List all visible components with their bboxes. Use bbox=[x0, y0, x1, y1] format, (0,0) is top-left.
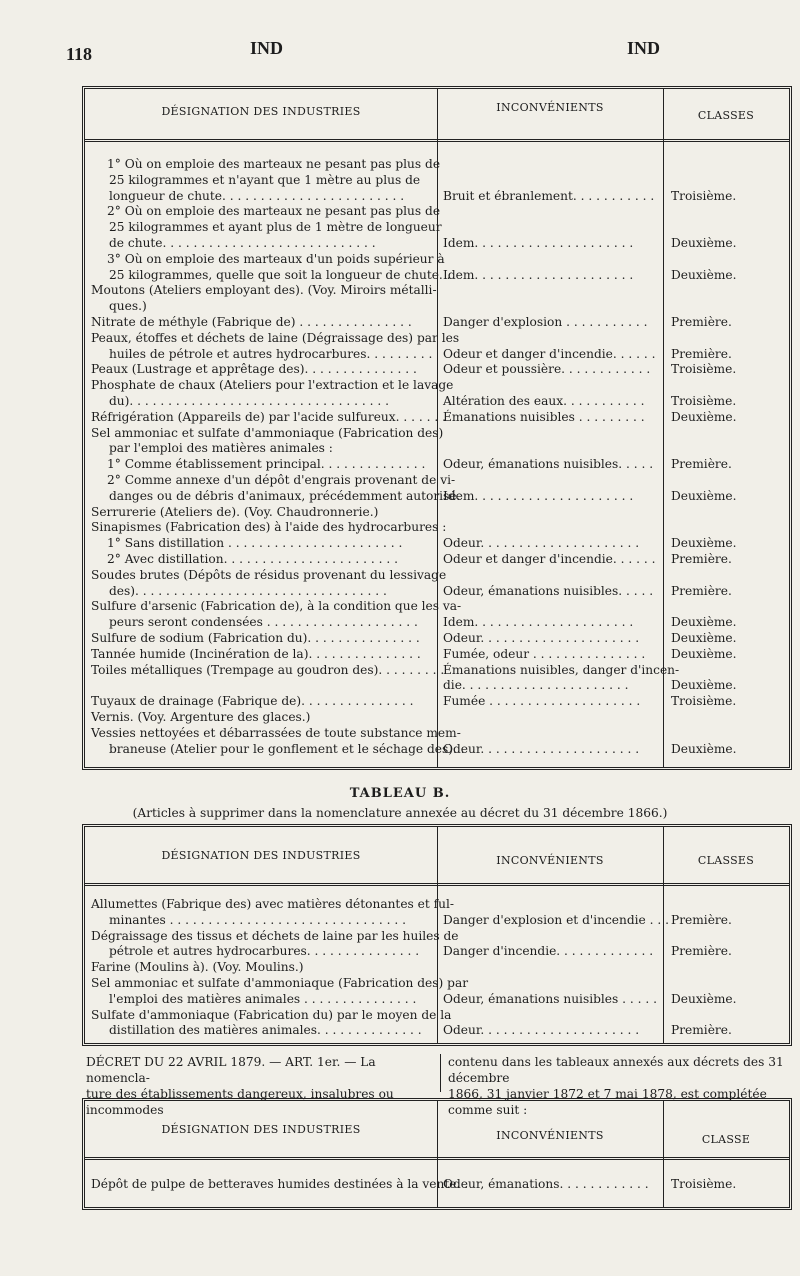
class-cell: Première. bbox=[671, 457, 732, 472]
decree-left-line1: DÉCRET DU 22 AVRIL 1879. — ART. 1er. — La nomencla- bbox=[86, 1055, 376, 1085]
inconvenient-cell: Odeur. . . . . . . . . . . . . . . . . . . . . bbox=[443, 1023, 640, 1038]
class-cell: Deuxième. bbox=[671, 741, 737, 756]
inconvenient-cell: Odeur, émanations. . . . . . . . . . . . bbox=[443, 1177, 649, 1191]
designation-cell: l'emploi des matières animales . . . . . . . . . . . . . . . bbox=[109, 991, 417, 1006]
designation-cell: Toiles métalliques (Trempage au goudron des). . . . . . . . . bbox=[91, 662, 445, 677]
inconvenient-cell: Idem. . . . . . . . . . . . . . . . . . . . . bbox=[443, 488, 634, 503]
designation-cell: pétrole et autres hydrocarbures. . . . . . . . . . . . . . . bbox=[109, 944, 420, 959]
class-cell: Deuxième. bbox=[671, 536, 737, 551]
designation-cell: Farine (Moulins à). (Voy. Moulins.) bbox=[91, 960, 304, 975]
designation-cell: Sulfate d'ammoniaque (Fabrication du) par le moyen de la bbox=[91, 1007, 452, 1022]
decree-divider bbox=[440, 1054, 441, 1092]
header-designation: DÉSIGNATION DES INDUSTRIES bbox=[161, 849, 361, 862]
designation-cell: Sinapismes (Fabrication des) à l'aide des hydrocarbures : bbox=[91, 520, 447, 535]
tableau-b-title: TABLEAU B. bbox=[349, 786, 451, 801]
header-classes: CLASSES bbox=[697, 109, 755, 122]
designation-cell: 25 kilogrammes et n'ayant que 1 mètre au plus de bbox=[109, 172, 421, 187]
designation-cell: Dégraissage des tissus et déchets de laine par les huiles de bbox=[91, 928, 459, 943]
inconvenient-cell: Odeur, émanations nuisibles. . . . . bbox=[443, 583, 654, 598]
class-cell: Deuxième. bbox=[671, 267, 737, 282]
class-cell: Deuxième. bbox=[671, 631, 737, 645]
inconvenient-cell: Émanations nuisibles, danger d'incen- bbox=[443, 662, 680, 677]
running-head-left: IND bbox=[250, 38, 284, 58]
table-a-header bbox=[85, 89, 789, 142]
inconvenient-cell: Émanations nuisibles . . . . . . . . . bbox=[443, 409, 645, 424]
inconvenient-cell: Odeur, émanations nuisibles . . . . . bbox=[443, 991, 658, 1006]
inconvenient-cell: Idem. . . . . . . . . . . . . . . . . . . . . bbox=[443, 267, 634, 282]
designation-cell: 2° Avec distillation. . . . . . . . . . . . . . . . . . . . . . . bbox=[107, 552, 398, 566]
designation-cell: Moutons (Ateliers employant des). (Voy. Miroirs métalli- bbox=[91, 283, 437, 298]
inconvenient-cell: Odeur et poussière. . . . . . . . . . . . bbox=[443, 362, 651, 377]
class-cell: Première. bbox=[671, 1023, 732, 1038]
class-cell: Première. bbox=[671, 944, 732, 959]
running-head-right: IND bbox=[627, 38, 661, 58]
designation-cell: Tuyaux de drainage (Fabrique de). . . . . . . . . . . . . . . bbox=[91, 694, 414, 709]
designation-cell: 25 kilogrammes et ayant plus de 1 mètre de longueur bbox=[109, 220, 442, 235]
inconvenient-cell: Danger d'explosion . . . . . . . . . . . bbox=[443, 315, 648, 329]
class-cell: Deuxième. bbox=[671, 991, 737, 1006]
inconvenient-cell: Odeur, émanations nuisibles. . . . . bbox=[443, 457, 654, 472]
inconvenient-cell: Bruit et ébranlement. . . . . . . . . . . bbox=[443, 188, 655, 203]
class-cell: Troisième. bbox=[671, 1177, 737, 1191]
class-cell: Troisième. bbox=[671, 694, 737, 709]
class-cell: Première. bbox=[671, 315, 732, 329]
designation-cell: Soudes brutes (Dépôts de résidus provenant du lessivage bbox=[91, 567, 447, 582]
designation-cell: braneuse (Atelier pour le gonflement et le séchage des). . bbox=[109, 741, 465, 756]
designation-cell: 25 kilogrammes, quelle que soit la longueur de chute. . bbox=[109, 267, 451, 282]
inconvenient-cell: Idem. . . . . . . . . . . . . . . . . . . . . bbox=[443, 615, 634, 630]
class-cell: Deuxième. bbox=[671, 678, 737, 693]
header-classe: CLASSE bbox=[701, 1133, 751, 1146]
designation-cell: 1° Sans distillation . . . . . . . . . . . . . . . . . . . . . . . bbox=[107, 536, 403, 551]
designation-cell: Nitrate de méthyle (Fabrique de) . . . . . . . . . . . . . . . bbox=[91, 315, 412, 329]
class-cell: Première. bbox=[671, 346, 732, 361]
designation-cell: Peaux (Lustrage et apprêtage des). . . . . . . . . . . . . . . bbox=[91, 362, 417, 377]
header-inconvenients: INCONVÉNIENTS bbox=[496, 854, 604, 867]
header-designation: DÉSIGNATION DES INDUSTRIES bbox=[161, 105, 361, 118]
table-a bbox=[82, 86, 792, 770]
inconvenient-cell: die. . . . . . . . . . . . . . . . . . . . . . bbox=[443, 678, 629, 693]
designation-cell: 2° Comme annexe d'un dépôt d'engrais provenant de vi- bbox=[107, 473, 456, 487]
tableau-b-subtitle: (Articles à supprimer dans la nomenclature annexée au décret du 31 décembre 1866.) bbox=[132, 806, 668, 820]
class-cell: Troisième. bbox=[671, 394, 737, 408]
header-inconvenients: INCONVÉNIENTS bbox=[496, 1129, 604, 1142]
designation-cell: 2° Où on emploie des marteaux ne pesant pas plus de bbox=[107, 204, 441, 219]
table-b-header bbox=[85, 827, 789, 886]
page-number: 118 bbox=[66, 44, 93, 64]
designation-cell: du). . . . . . . . . . . . . . . . . . . . . . . . . . . . . . . . . . bbox=[109, 394, 389, 408]
class-cell: Deuxième. bbox=[671, 488, 737, 503]
designation-cell: danges ou de débris d'animaux, précédemment autorisé. bbox=[109, 488, 461, 503]
decree-right-line2: 1866, 31 janvier 1872 et 7 mai 1878, est complétée comme suit : bbox=[448, 1087, 767, 1117]
designation-cell: Phosphate de chaux (Ateliers pour l'extraction et le lavage bbox=[91, 378, 454, 393]
inconvenient-cell: Fumée . . . . . . . . . . . . . . . . . . . . bbox=[443, 694, 641, 709]
designation-cell: peurs seront condensées . . . . . . . . . . . . . . . . . . . . bbox=[109, 615, 418, 630]
designation-cell: Sel ammoniac et sulfate d'ammoniaque (Fabrication des) bbox=[91, 425, 444, 440]
designation-cell: 1° Où on emploie des marteaux ne pesant pas plus de bbox=[107, 157, 441, 171]
class-cell: Première. bbox=[671, 583, 732, 598]
designation-cell: Tannée humide (Incinération de la). . . . . . . . . . . . . . . bbox=[91, 646, 421, 661]
designation-cell: huiles de pétrole et autres hydrocarbures. . . . . . . . . bbox=[109, 346, 433, 361]
designation-cell: Vessies nettoyées et débarrassées de toute substance mem- bbox=[91, 725, 461, 740]
inconvenient-cell: Fumée, odeur . . . . . . . . . . . . . . . bbox=[443, 646, 646, 661]
designation-cell: Peaux, étoffes et déchets de laine (Dégraissage des) par les bbox=[91, 330, 460, 345]
class-cell: Troisième. bbox=[671, 188, 737, 203]
class-cell: Deuxième. bbox=[671, 646, 737, 661]
header-inconvenients: INCONVÉNIENTS bbox=[496, 101, 604, 114]
class-cell: Deuxième. bbox=[671, 236, 737, 250]
class-cell: Première. bbox=[671, 552, 732, 566]
designation-cell: Sel ammoniac et sulfate d'ammoniaque (Fabrication des) par bbox=[91, 976, 469, 990]
table-b bbox=[82, 824, 792, 1046]
designation-cell: ques.) bbox=[109, 299, 147, 314]
designation-cell: de chute. . . . . . . . . . . . . . . . . . . . . . . . . . . . bbox=[109, 236, 376, 250]
inconvenient-cell: Altération des eaux. . . . . . . . . . . bbox=[443, 394, 645, 408]
inconvenient-cell: Danger d'explosion et d'incendie . . . bbox=[443, 912, 670, 927]
class-cell: Deuxième. bbox=[671, 409, 737, 424]
designation-cell: 3° Où on emploie des marteaux d'un poids supérieur à bbox=[107, 251, 445, 266]
decree-left-line2: ture des établissements dangereux, insalubres ou incommodes bbox=[86, 1087, 394, 1117]
inconvenient-cell: Idem. . . . . . . . . . . . . . . . . . . . . bbox=[443, 236, 634, 250]
designation-cell: Réfrigération (Appareils de) par l'acide sulfureux. . . . . . . bbox=[91, 409, 446, 424]
class-cell: Première. bbox=[671, 912, 732, 927]
designation-cell: Dépôt de pulpe de betteraves humides destinées à la vente. . bbox=[91, 1177, 469, 1191]
designation-cell: Serrurerie (Ateliers de). (Voy. Chaudronnerie.) bbox=[91, 504, 379, 519]
designation-cell: distillation des matières animales. . . . . . . . . . . . . . bbox=[109, 1023, 422, 1038]
inconvenient-cell: Odeur et danger d'incendie. . . . . . bbox=[443, 346, 656, 361]
designation-cell: Allumettes (Fabrique des) avec matières détonantes et ful- bbox=[91, 897, 455, 911]
header-classes: CLASSES bbox=[697, 854, 755, 867]
decree-right-line1: contenu dans les tableaux annexés aux décrets des 31 décembre bbox=[448, 1055, 784, 1085]
designation-cell: Sulfure d'arsenic (Fabrication de), à la condition que les va- bbox=[91, 599, 462, 614]
inconvenient-cell: Odeur et danger d'incendie. . . . . . bbox=[443, 552, 656, 566]
designation-cell: Vernis. (Voy. Argenture des glaces.) bbox=[91, 710, 311, 724]
header-designation: DÉSIGNATION DES INDUSTRIES bbox=[161, 1123, 361, 1136]
designation-cell: par l'emploi des matières animales : bbox=[109, 441, 333, 456]
designation-cell: des). . . . . . . . . . . . . . . . . . . . . . . . . . . . . . . . . bbox=[109, 583, 387, 598]
designation-cell: minantes . . . . . . . . . . . . . . . . . . . . . . . . . . . . . . . bbox=[109, 912, 406, 927]
inconvenient-cell: Odeur. . . . . . . . . . . . . . . . . . . . . bbox=[443, 536, 640, 551]
table-c-header bbox=[85, 1101, 789, 1160]
table-c bbox=[82, 1098, 792, 1210]
designation-cell: 1° Comme établissement principal. . . . . . . . . . . . . . bbox=[107, 457, 426, 472]
class-cell: Deuxième. bbox=[671, 615, 737, 630]
designation-cell: longueur de chute. . . . . . . . . . . . . . . . . . . . . . . . bbox=[109, 188, 405, 203]
inconvenient-cell: Odeur. . . . . . . . . . . . . . . . . . . . . bbox=[443, 741, 640, 756]
inconvenient-cell: Odeur. . . . . . . . . . . . . . . . . . . . . bbox=[443, 631, 640, 645]
designation-cell: Sulfure de sodium (Fabrication du). . . . . . . . . . . . . . . bbox=[91, 631, 420, 645]
inconvenient-cell: Danger d'incendie. . . . . . . . . . . . . bbox=[443, 944, 654, 959]
class-cell: Troisième. bbox=[671, 362, 737, 377]
